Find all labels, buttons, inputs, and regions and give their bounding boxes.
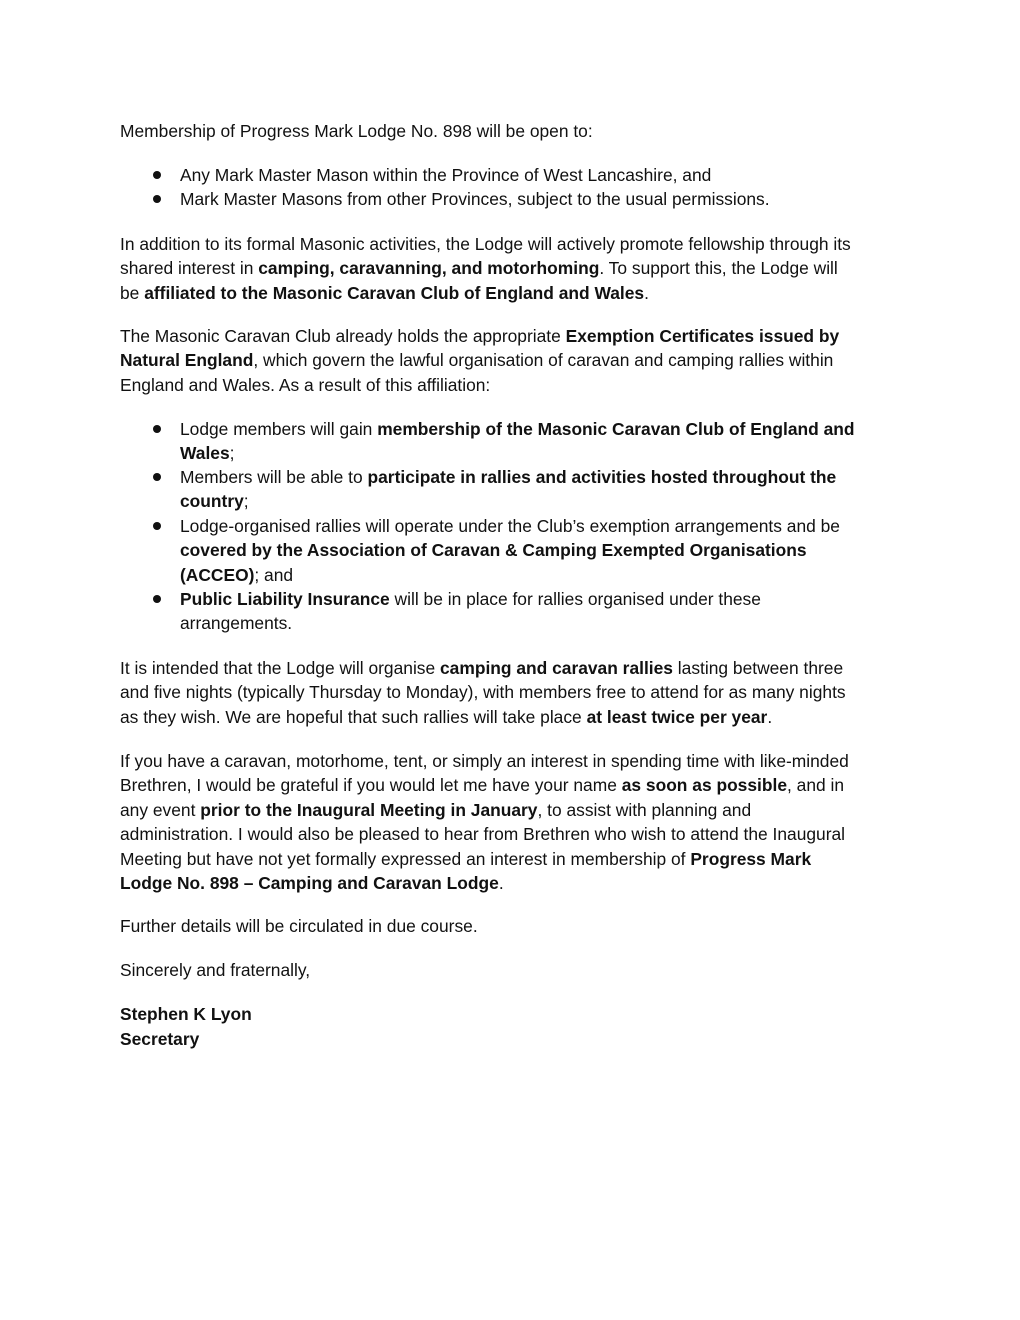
list-item-text: [180, 163, 711, 187]
text-run: Meeting but have not yet formally expressed an interest in membership of: [120, 848, 691, 869]
text-line: [120, 798, 900, 822]
text-run: , and in: [787, 775, 845, 796]
text-line: [120, 119, 900, 143]
text-line: [120, 773, 900, 797]
text-run: ;: [243, 491, 249, 512]
list-item-text: [180, 514, 840, 587]
text-run: .: [767, 706, 773, 727]
text-line: [120, 871, 900, 895]
text-line: [120, 847, 900, 871]
text-run: Brethren, I would be grateful if you would let me have your name: [120, 775, 622, 796]
list-item-text: [180, 587, 761, 636]
text-run: .: [498, 872, 504, 893]
text-line: [180, 187, 770, 211]
text-line: [180, 441, 855, 465]
text-line: [180, 514, 840, 538]
text-line: [180, 587, 761, 611]
fellowship-paragraph: [120, 232, 900, 305]
text-line: [180, 163, 711, 187]
text-run: Membership of Progress Mark Lodge No. 898 will be open to:: [120, 121, 593, 141]
bold-text: Progress Mark: [690, 848, 812, 869]
text-run: Any Mark Master Mason within the Province of West Lancashire, and: [180, 165, 712, 185]
text-line: [120, 680, 900, 704]
text-line: [120, 749, 900, 773]
signature-title: Secretary: [120, 1029, 200, 1049]
text-run: Mark Master Masons from other Provinces, subject to the usual permissions.: [180, 189, 770, 209]
bold-text: participate in rallies and activities hosted throughout the: [367, 467, 837, 487]
text-run: will be in place for rallies organised under these: [389, 589, 761, 609]
bullet-icon: [153, 171, 161, 179]
text-run: as they wish. We are hopeful that such rallies will take place: [120, 706, 587, 727]
bold-text: Natural England: [120, 350, 254, 371]
bold-text: as soon as possible: [621, 775, 787, 796]
text-run: , which govern the lawful organisation of caravan and camping rallies within: [253, 350, 834, 371]
text-run: and five nights (typically Thursday to Monday), with members free to attend for as many nights: [120, 682, 846, 703]
text-line: [120, 705, 900, 729]
text-run: It is intended that the Lodge will organise: [120, 658, 441, 678]
bold-text: Exemption Certificates issued by: [565, 326, 840, 346]
closing-salutation: Sincerely and fraternally,: [120, 960, 311, 980]
text-run: If you have a caravan, motorhome, tent, or simply an interest in spending time with like-minded: [120, 751, 849, 771]
text-run: , to assist with planning and: [537, 799, 752, 820]
text-line: [120, 822, 900, 846]
text-line: [120, 373, 900, 397]
bold-text: membership of the Masonic Caravan Club of England and: [377, 419, 855, 439]
intro-paragraph: [120, 119, 900, 143]
bullet-icon: [153, 195, 161, 203]
bullet-icon: [153, 425, 161, 433]
text-line: [120, 281, 900, 305]
text-run: lasting between three: [672, 658, 844, 678]
bold-text: affiliated to the Masonic Caravan Club of England and Wales: [144, 282, 645, 303]
bullet-icon: [153, 522, 161, 530]
bullet-icon: [153, 473, 161, 481]
bold-text: Wales: [180, 443, 230, 464]
bold-text: camping and caravan rallies: [440, 658, 673, 678]
request-paragraph: [120, 749, 900, 895]
list-item-text: [180, 465, 836, 514]
text-run: ;: [229, 443, 235, 464]
text-run: .: [644, 282, 649, 303]
text-run: . To support this, the Lodge will: [599, 258, 838, 279]
bold-text: country: [180, 491, 244, 512]
bold-text: covered by the Association of Caravan & Camping Exempted Organisations: [180, 540, 807, 561]
text-line: [180, 417, 855, 441]
bold-text: Public Liability Insurance: [180, 589, 390, 609]
text-line: [180, 611, 761, 635]
exemption-paragraph: [120, 324, 900, 397]
text-line: [180, 465, 836, 489]
text-line: [180, 489, 836, 513]
bold-text: Lodge No. 898 – Camping and Caravan Lodge: [120, 872, 499, 893]
text-line: [120, 656, 900, 680]
text-run: Members will be able to: [180, 467, 368, 487]
text-run: shared interest in: [120, 258, 259, 279]
text-line: [180, 563, 840, 587]
text-run: administration. I would also be pleased to hear from Brethren who wish to attend the Inaugural: [120, 824, 846, 845]
further-details-text: Further details will be circulated in due course.: [120, 916, 478, 936]
text-run: Lodge-organised rallies will operate under the Club’s exemption arrangements and be: [180, 516, 840, 536]
text-run: The Masonic Caravan Club already holds the appropriate: [120, 326, 566, 346]
text-line: [120, 348, 900, 372]
bold-text: (ACCEO): [180, 564, 255, 585]
bold-text: camping, caravanning, and motorhoming: [258, 258, 600, 279]
signature-name: Stephen K Lyon: [120, 1004, 252, 1024]
text-run: any event: [120, 799, 201, 820]
bullet-icon: [153, 595, 161, 603]
text-run: Lodge members will gain: [180, 419, 378, 439]
text-run: ; and: [254, 564, 294, 585]
text-run: In addition to its formal Masonic activities, the Lodge will actively promote fellowship through its: [120, 234, 851, 254]
list-item-text: [180, 417, 855, 466]
text-line: [180, 538, 840, 562]
bold-text: prior to the Inaugural Meeting in January: [200, 799, 538, 820]
rallies-paragraph: [120, 656, 900, 729]
text-run: be: [120, 282, 145, 303]
text-line: [120, 324, 900, 348]
text-line: [120, 256, 900, 280]
list-item-text: [180, 187, 770, 211]
text-run: England and Wales. As a result of this affiliation:: [120, 374, 491, 395]
text-line: [120, 232, 900, 256]
bold-text: at least twice per year: [586, 706, 768, 727]
text-run: arrangements.: [180, 613, 293, 634]
